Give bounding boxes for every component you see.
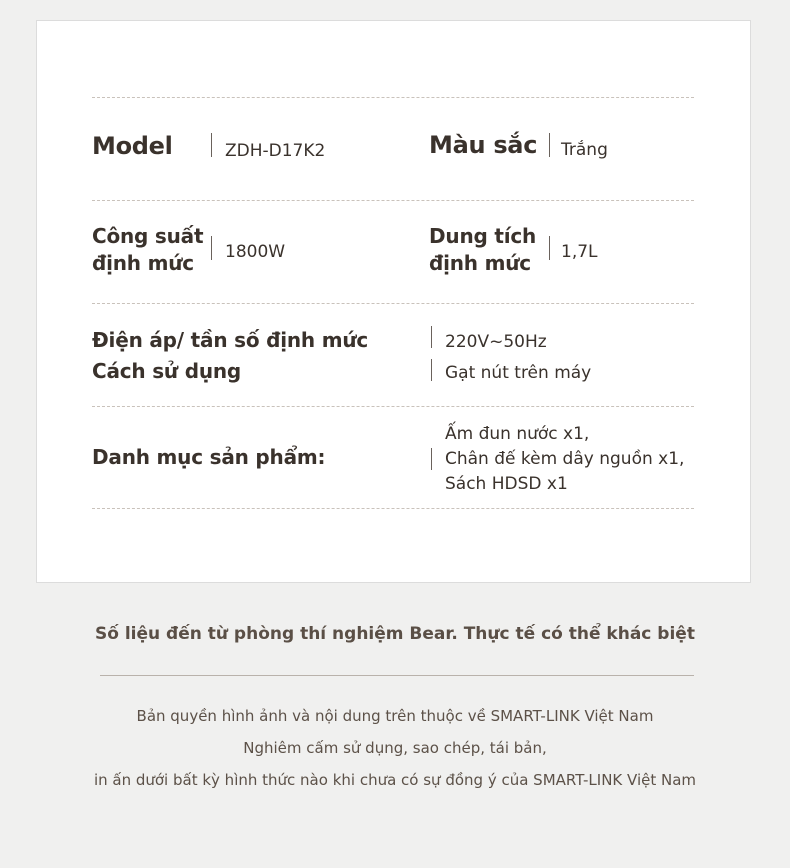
lab-note: Số liệu đến từ phòng thí nghiệm Bear. Thực tế có thể khác biệt [95,624,695,644]
contents-item: Sách HDSD x1 [445,474,568,494]
contents-label: Danh mục sản phẩm: [92,445,326,469]
usage-label: Cách sử dụng [92,359,242,383]
footer-rule [100,675,694,676]
separator [211,133,212,157]
divider [92,97,694,98]
separator [549,236,550,260]
spec-card [36,20,751,583]
power-label-line2: định mức [92,251,194,275]
contents-item: Chân đế kèm dây nguồn x1, [445,449,685,469]
voltage-value: 220V~50Hz [445,332,547,352]
contents-item: Ấm đun nước x1, [445,424,590,444]
copyright-line: in ấn dưới bất kỳ hình thức nào khi chưa có sự đồng ý của SMART-LINK Việt Nam [93,771,697,789]
copyright-line: Bản quyền hình ảnh và nội dung trên thuộc về SMART-LINK Việt Nam [136,707,654,725]
separator [431,448,432,470]
separator [549,133,550,157]
divider [92,303,694,304]
capacity-label-line2: định mức [429,251,531,275]
divider [92,200,694,201]
model-label: Model [92,132,173,160]
capacity-label-line1: Dung tích [429,224,537,248]
color-value: Trắng [561,140,608,160]
divider [92,508,694,509]
separator [431,359,432,381]
capacity-value: 1,7L [561,242,598,262]
divider [92,406,694,407]
usage-value: Gạt nút trên máy [445,363,592,383]
power-value: 1800W [225,242,286,262]
separator [211,236,212,260]
power-label-line1: Công suất [92,224,204,248]
copyright-line: Nghiêm cấm sử dụng, sao chép, tái bản, [243,739,547,757]
model-value: ZDH-D17K2 [225,141,326,161]
separator [431,326,432,348]
voltage-label: Điện áp/ tần số định mức [92,328,369,352]
color-label: Màu sắc [429,131,538,159]
